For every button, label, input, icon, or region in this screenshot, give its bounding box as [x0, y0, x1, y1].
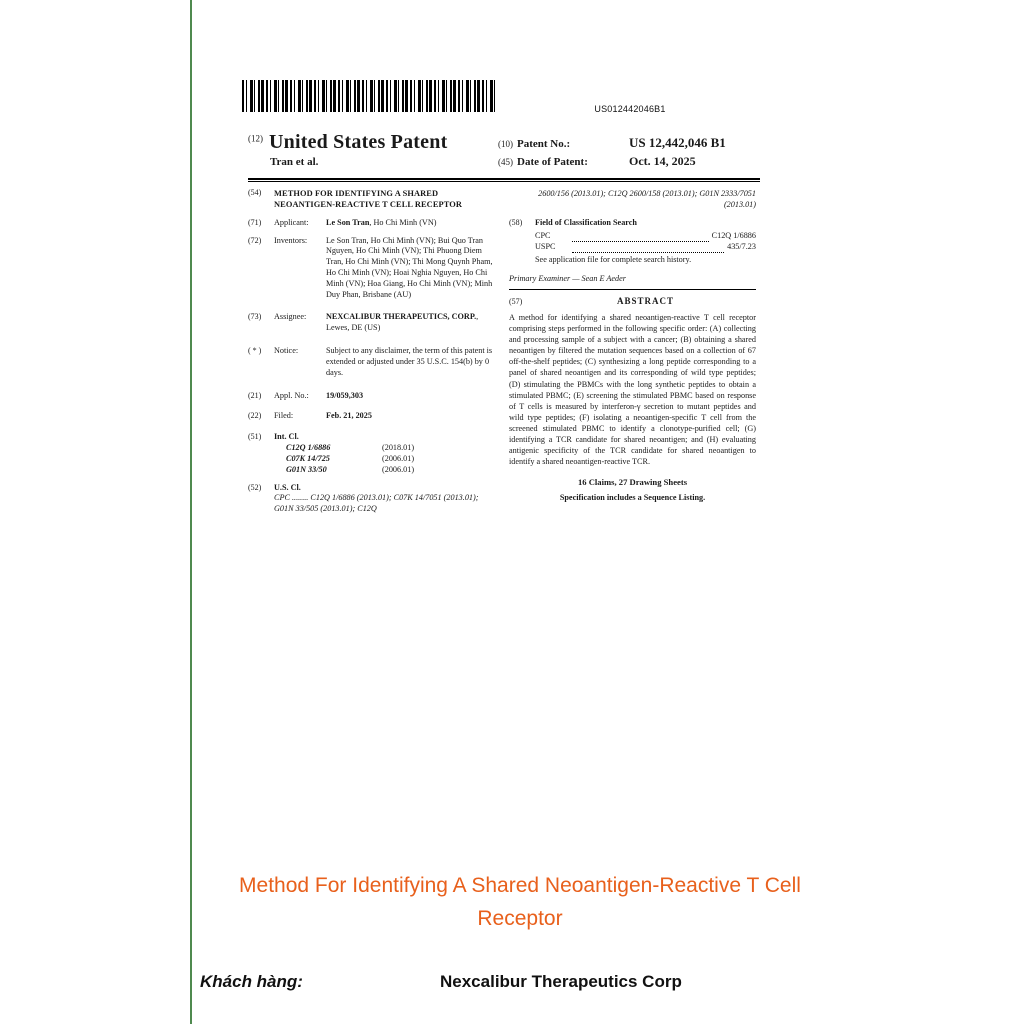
- caption-title: Method For Identifying A Shared Neoantigen-Reactive T Cell Receptor: [239, 874, 801, 930]
- fcs-key: CPC: [535, 230, 551, 240]
- applicant-rest: , Ho Chi Minh (VN): [369, 217, 437, 227]
- notice-value: Subject to any disclaimer, the term of this patent is extended or adjusted under 35 U.S.C. 154(b) by 0 days.: [326, 346, 493, 377]
- customer-row: [200, 972, 840, 992]
- appl-no-value: 19/059,303: [326, 390, 364, 400]
- kind-code: (12): [248, 133, 263, 144]
- int-cl-year: (2006.01): [382, 453, 415, 463]
- abstract-tag: (57): [509, 297, 523, 307]
- patent-header: [240, 131, 768, 172]
- left-column: [248, 188, 495, 522]
- primary-examiner: Primary Examiner — Sean E Aeder: [509, 274, 626, 284]
- assignee-label: Assignee:: [274, 312, 307, 322]
- patent-no-value: US 12,442,046 B1: [629, 135, 726, 150]
- int-cl-rows: [286, 443, 495, 475]
- int-cl-year: (2006.01): [382, 464, 415, 474]
- fcs-value: C12Q 1/6886: [711, 230, 756, 240]
- applicant-surname-line: Tran et al.: [270, 156, 319, 168]
- examiner-rule: [509, 289, 756, 290]
- int-cl-label: Int. Cl.: [274, 432, 299, 442]
- header-rule-thick: [248, 178, 760, 180]
- int-cl-row: [286, 454, 495, 465]
- date-value: Oct. 14, 2025: [629, 154, 696, 168]
- patent-header-right: [498, 131, 760, 172]
- field-assignee-tag: (73): [248, 312, 262, 322]
- field-filed-tag: (22): [248, 411, 262, 421]
- bibliographic-columns: [240, 188, 768, 522]
- notice-label: Notice:: [274, 346, 299, 356]
- int-cl-row: [286, 443, 495, 454]
- field-filed: [248, 411, 495, 422]
- patent-number-row: [498, 135, 760, 151]
- field-inventors-tag: (72): [248, 235, 262, 245]
- field-appl-no: [248, 391, 495, 402]
- int-cl-class: C12Q 1/6886: [286, 443, 331, 453]
- cpc-continuation: 2600/156 (2013.01); C12Q 2600/158 (2013.01); G01N 2333/7051 (2013.01): [538, 189, 756, 210]
- inventors-value: Le Son Tran, Ho Chi Minh (VN); Bui Quo Tran Nguyen, Ho Chi Minh (VN); Thi Phuong Diem Tran, Ho Chi Minh (VN); Thi Mong Quynh Pham, Ho Chi Minh (VN); Hoai Nghia Nguyen, Ho Chi Minh (VN); Hoa Giang, Ho Chi Minh (VN); Minh Duy Phan, Brisbane (AU): [326, 235, 493, 299]
- us-cl-label: U.S. Cl.: [274, 482, 301, 492]
- header-rule-thin: [248, 181, 760, 182]
- abstract-header-row: [509, 296, 756, 312]
- field-applicant-tag: (71): [248, 217, 262, 227]
- field-fcs: [509, 218, 756, 265]
- filed-value: Feb. 21, 2025: [326, 411, 372, 421]
- abstract-heading: ABSTRACT: [616, 296, 674, 307]
- int-cl-class: G01N 33/50: [286, 464, 327, 474]
- patent-no-label: Patent No.:: [517, 138, 571, 150]
- filed-label: Filed:: [274, 411, 294, 421]
- fcs-row: [535, 242, 756, 253]
- customer-value: Nexcalibur Therapeutics Corp: [440, 972, 682, 991]
- applicant-name: Le Son Tran: [326, 217, 370, 227]
- field-title: [248, 188, 495, 211]
- leader-dots: [572, 245, 724, 253]
- abstract-text: A method for identifying a shared neoantigen-reactive T cell receptor comprising steps performed in the following specific order: (A) collecting and processing sample of a subject with a cancer; (B) obtaining a shared neoantigen by filtered the mutation sequences based on a collection of 67 off-the-shelf peptides; (C) synthesizing a long peptide corresponding to a panel of shared neoantigen and its corresponding of wild type peptides; (D) stimulating the PBMCs with the long synthetic peptides to obtain a stimulated PBMC; (E) screening the stimulated PBMC based on response of T cells is measured by interferon-γ secretion to mutant peptides and wild type peptides; (F) isolating a neoantigen-specific T cell from the screened stimulated PBMC to identify a clonotype-purified cell; (G) identifying a TCR candidate for shared neoantigen; and (H) evaluating antigenic specificity of the TCR candidate for shared neoantigen to identify a shared neoantigen-reactive TCR.: [509, 313, 756, 466]
- assignee-rest: , Lewes, DE (US): [326, 312, 479, 333]
- field-applicant: [248, 218, 495, 229]
- barcode-icon: [242, 80, 498, 112]
- barcode-area: [240, 80, 768, 117]
- patent-front-page: [240, 80, 768, 522]
- int-cl-class: C07K 14/725: [286, 453, 330, 463]
- field-title-tag: (54): [248, 188, 262, 197]
- field-notice-tag: ( * ): [248, 346, 262, 356]
- barcode-number: US012442046B1: [594, 104, 666, 114]
- patent-no-tag: (10): [498, 139, 513, 149]
- fcs-value: 435/7.23: [727, 241, 756, 251]
- patent-date-row: [498, 154, 760, 169]
- customer-label: Khách hàng:: [200, 972, 303, 991]
- fcs-label: Field of Classification Search: [535, 218, 637, 228]
- applicant-value: [326, 218, 495, 229]
- int-cl-row: [286, 465, 495, 476]
- applicant-label: Applicant:: [274, 217, 309, 227]
- fcs-key: USPC: [535, 241, 556, 251]
- field-fcs-tag: (58): [509, 218, 523, 228]
- appl-no-label: Appl. No.:: [274, 390, 309, 400]
- field-assignee: [248, 312, 495, 334]
- date-label: Date of Patent:: [517, 156, 588, 168]
- int-cl-year: (2018.01): [382, 443, 415, 453]
- fcs-row: [535, 231, 756, 242]
- field-int-cl: [248, 432, 495, 475]
- field-int-cl-tag: (51): [248, 432, 262, 442]
- invention-title: METHOD FOR IDENTIFYING A SHARED NEOANTIGEN-REACTIVE T CELL RECEPTOR: [274, 189, 463, 210]
- page-title: United States Patent: [269, 131, 448, 153]
- right-column: [509, 188, 756, 522]
- assignee-name: NEXCALIBUR THERAPEUTICS, CORP.: [326, 312, 477, 322]
- field-us-cl: [248, 483, 495, 515]
- inventors-label: Inventors:: [274, 235, 308, 245]
- claims-sheets-line: 16 Claims, 27 Drawing Sheets: [577, 477, 688, 488]
- field-appl-no-tag: (21): [248, 390, 262, 400]
- us-cl-value: CPC ........ C12Q 1/6886 (2013.01); C07K 14/7051 (2013.01); G01N 33/505 (2013.01); C12Q: [274, 493, 479, 514]
- field-notice: [248, 346, 495, 378]
- field-inventors: [248, 236, 495, 301]
- patent-header-left: [248, 131, 498, 168]
- leader-dots: [572, 234, 709, 242]
- date-tag: (45): [498, 157, 513, 167]
- assignee-value: [326, 312, 495, 334]
- sequence-listing-line: Specification includes a Sequence Listing.: [559, 493, 706, 503]
- field-us-cl-tag: (52): [248, 482, 262, 492]
- left-margin-rule: [190, 0, 192, 1024]
- fcs-note: See application file for complete search history.: [535, 254, 692, 264]
